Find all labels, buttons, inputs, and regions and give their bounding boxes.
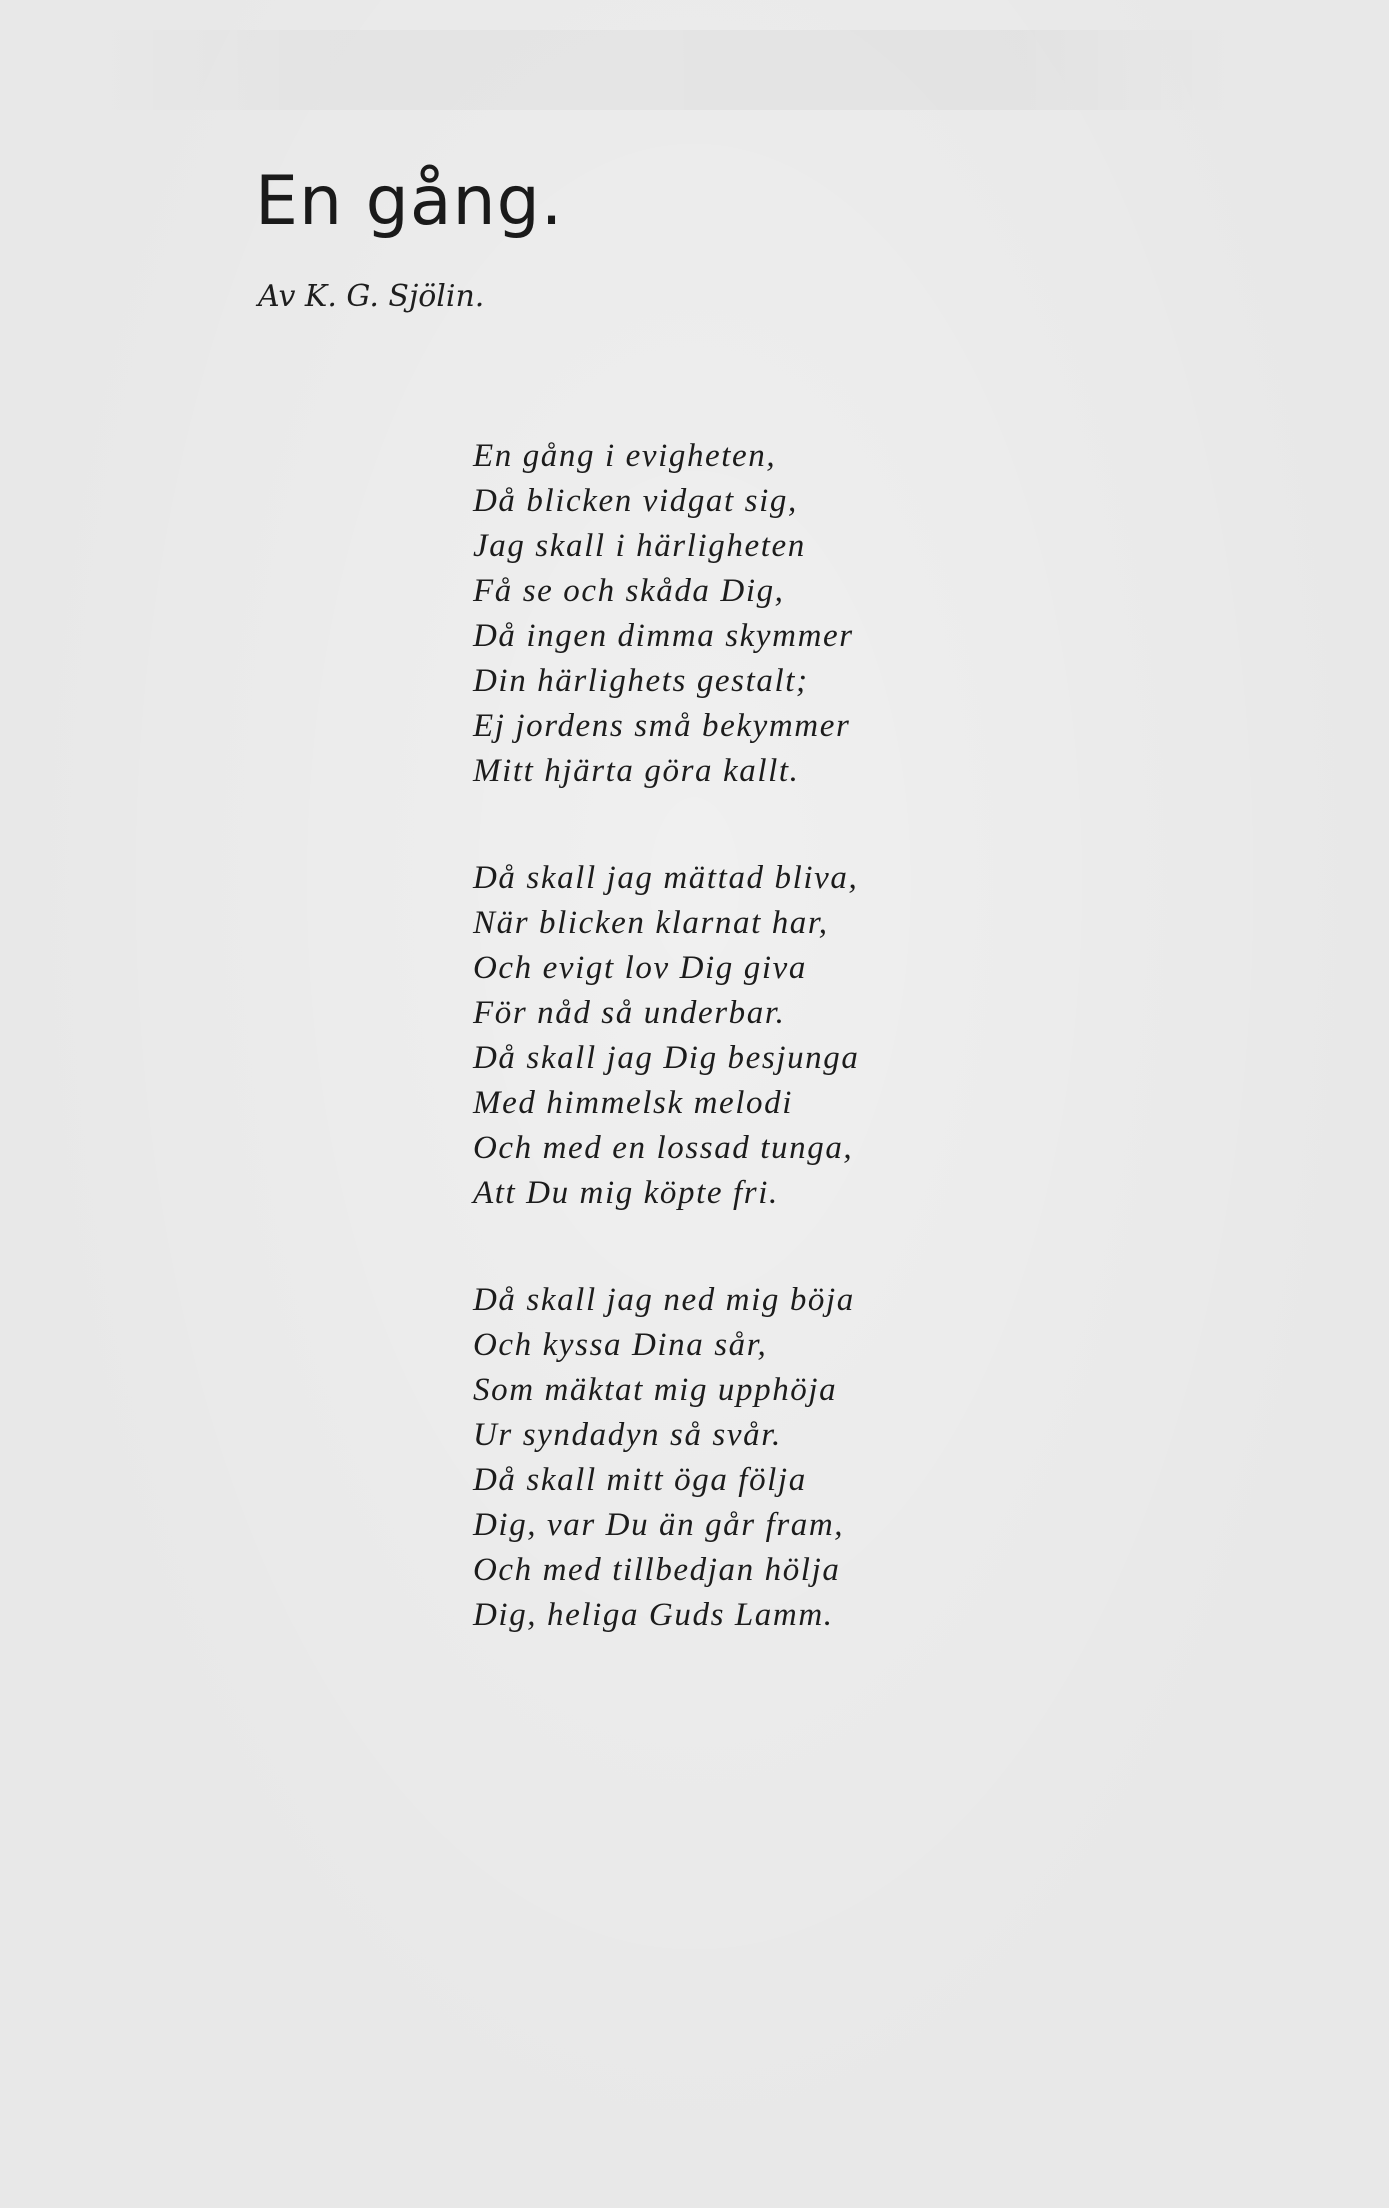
poem-line: Ej jordens små bekymmer [473,708,851,744]
poem-line: Dig, heliga Guds Lamm. [473,1597,834,1633]
author-byline: Av K. G. Sjölin. [258,279,485,314]
stanza-1 [473,434,859,794]
poem-body [473,434,859,1638]
poem-line: Då skall jag Dig besjunga [473,1040,860,1076]
poem-line: Och evigt lov Dig giva [473,950,807,986]
poem-line: Att Du mig köpte fri. [473,1175,779,1211]
poem-line: För nåd så underbar. [473,995,786,1031]
poem-line: Då skall mitt öga följa [473,1462,807,1498]
poem-line: Få se och skåda Dig, [473,573,785,609]
poem-line: Dig, var Du än går fram, [473,1507,845,1543]
poem-line: Med himmelsk melodi [473,1085,793,1121]
poem-line: Och med tillbedjan hölja [473,1552,841,1588]
poem-line: Då ingen dimma skymmer [473,618,854,654]
poem-line: Och med en lossad tunga, [473,1130,854,1166]
poem-line: Mitt hjärta göra kallt. [473,753,800,789]
poem-line: Jag skall i härligheten [473,528,806,564]
poem-line: Din härlighets gestalt; [473,663,809,699]
poem-line: Då skall jag ned mig böja [473,1282,855,1318]
page-title: En gång. [255,162,564,241]
poem-line: Då blicken vidgat sig, [473,483,798,519]
poem-line: När blicken klarnat har, [473,905,829,941]
bleed-through-shadow [90,30,1240,110]
poem-line: Och kyssa Dina sår, [473,1327,768,1363]
poem-line: Då skall jag mättad bliva, [473,860,859,896]
poem-line: Som mäktat mig upphöja [473,1372,838,1408]
stanza-3 [473,1278,859,1638]
poem-line: Ur syndadyn så svår. [473,1417,782,1453]
poem-line: En gång i evigheten, [473,438,777,474]
stanza-2 [473,856,859,1216]
